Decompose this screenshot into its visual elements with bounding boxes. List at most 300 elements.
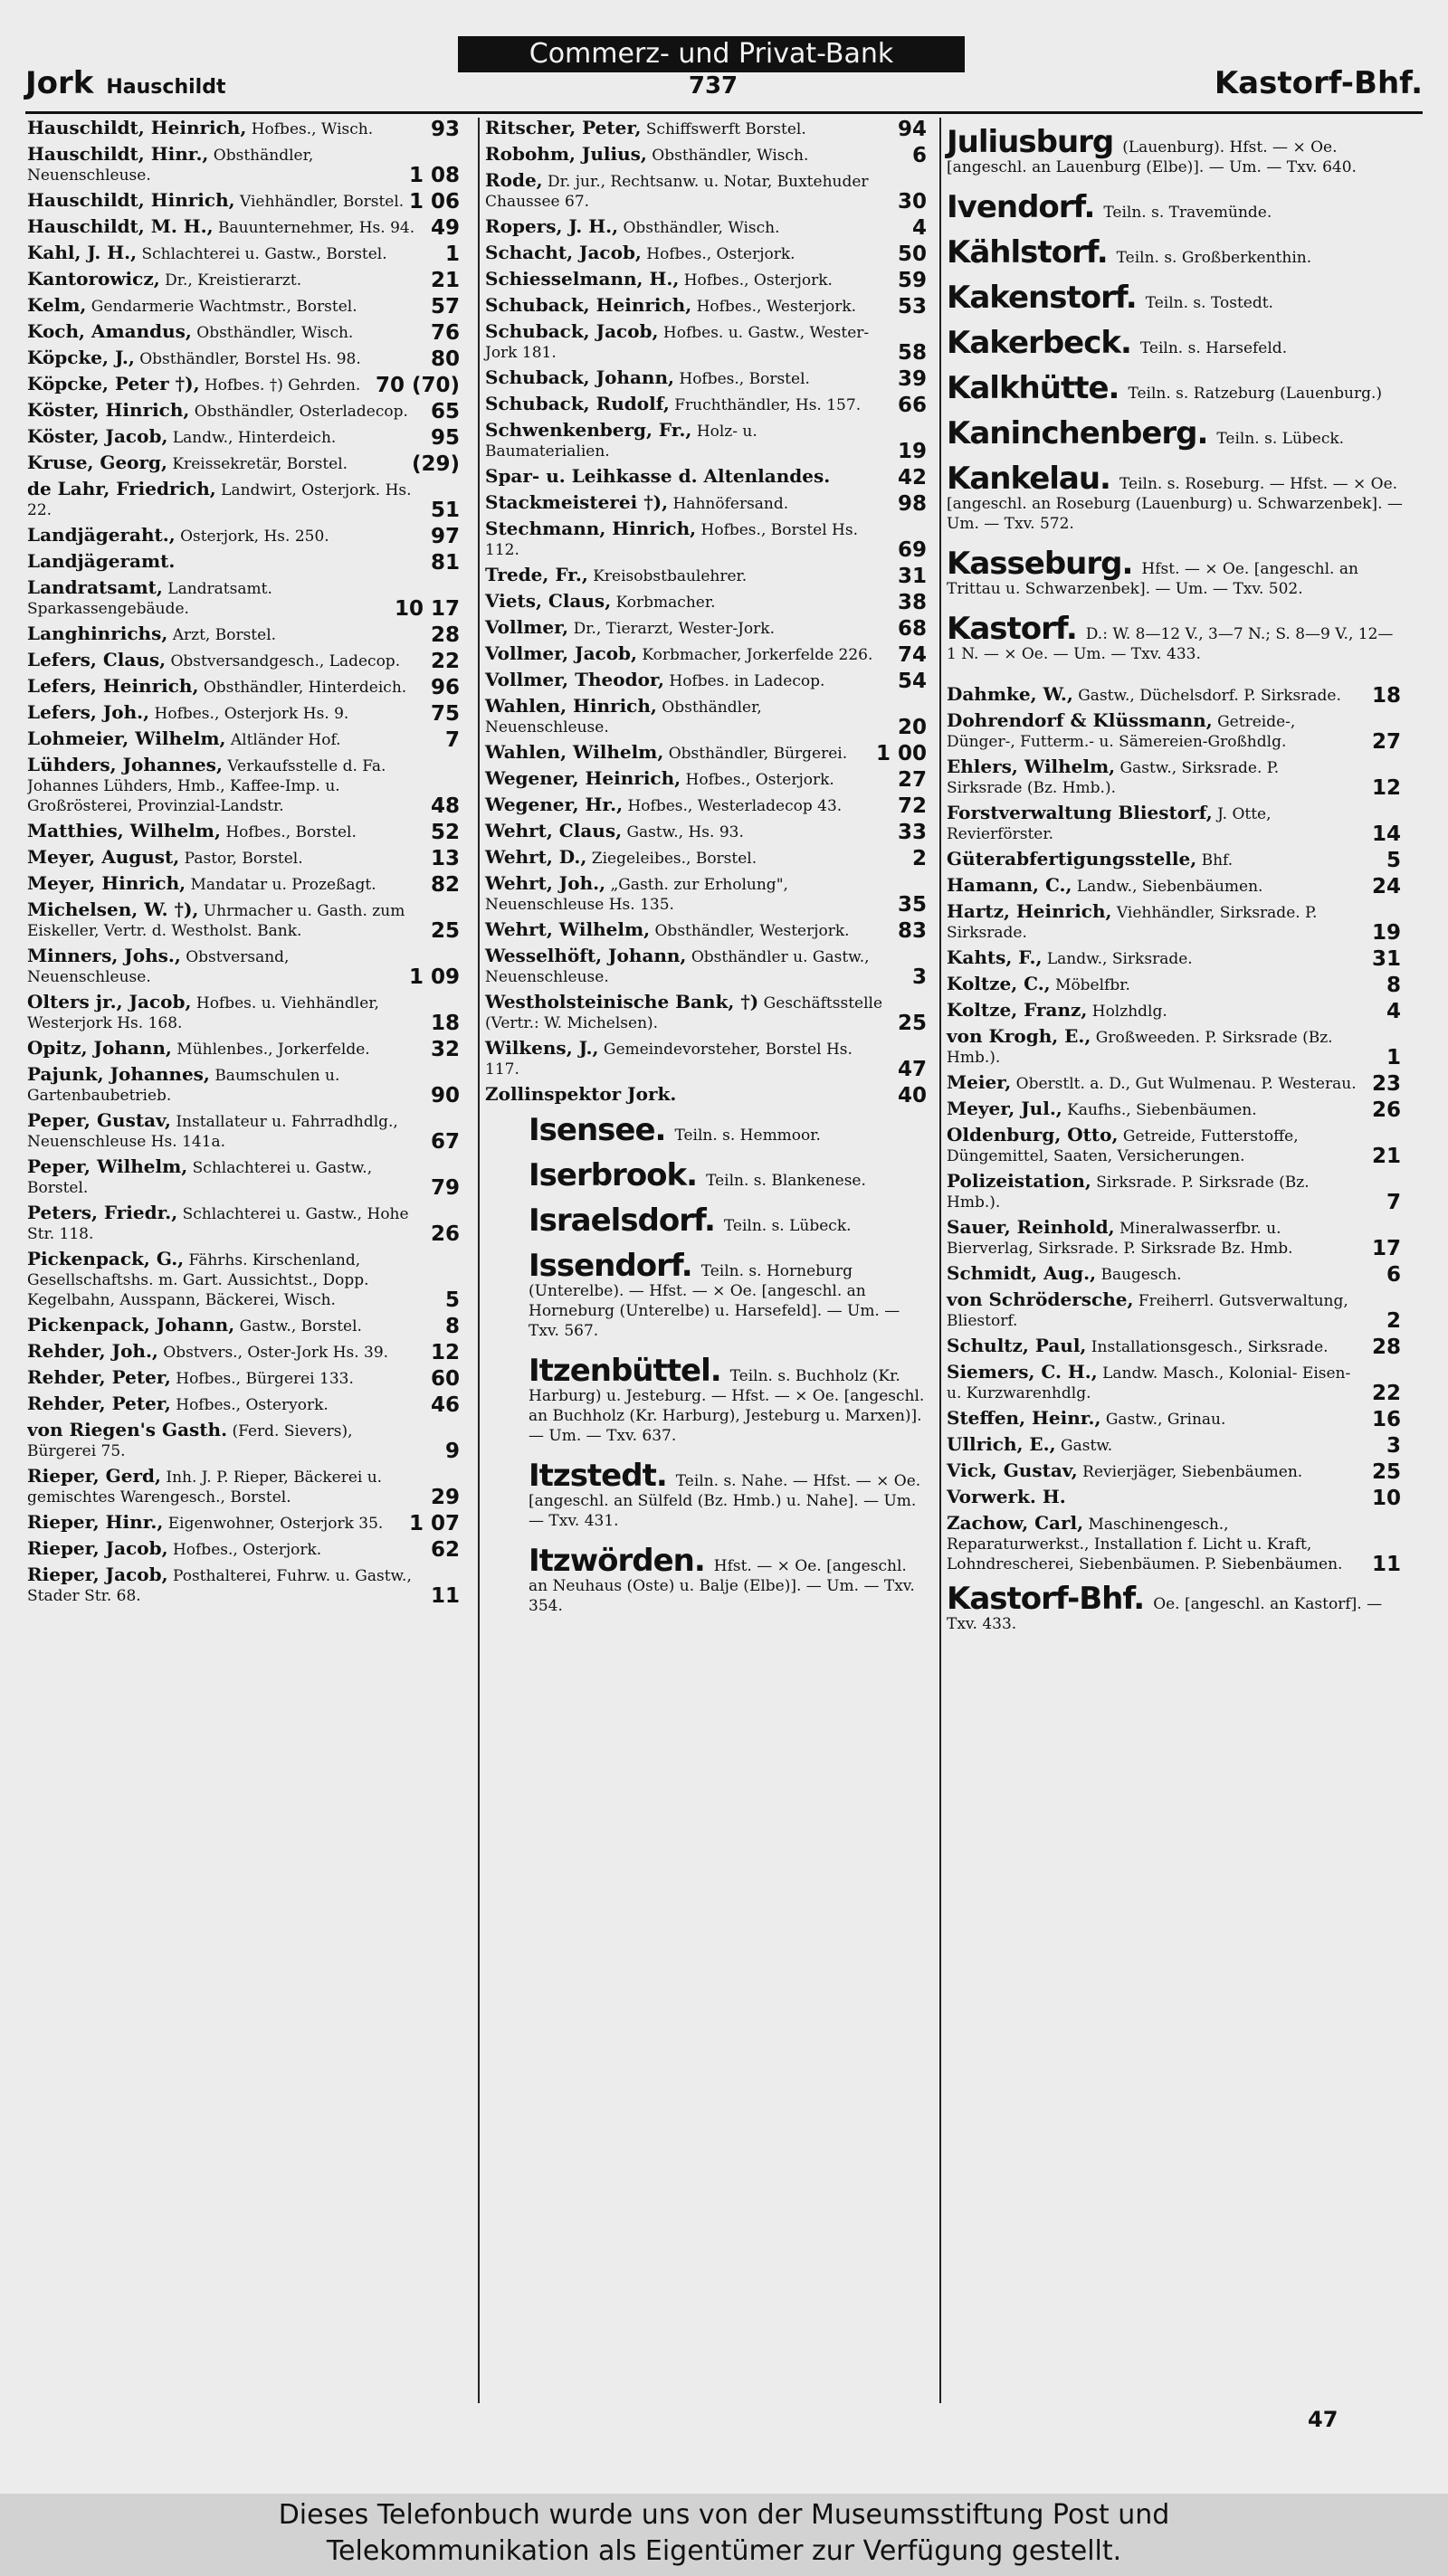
directory-entry [485,420,929,461]
entry-details: J. Otte, Revierförster. [947,805,1272,843]
entry-name: Meyer, Jul., [947,1098,1062,1119]
column-1 [27,118,462,2403]
entry-details: Gastw., Borstel. [239,1317,362,1336]
entry-name: Opitz, Johann, [27,1037,172,1059]
entry-details: Obsthändler u. Gastw., Neuenschleuse. [485,948,870,986]
entry-name: Rieper, Jacob, [27,1564,168,1585]
directory-entry [485,295,929,317]
entry-phone-number: 31 [897,565,927,588]
entry-details: Viehhändler, Borstel. [239,193,405,211]
place-details: Teiln. s. Horneburg (Unterelbe). — Hfst. — × Oe. [angeschl. an Horneburg (Unterelbe) u. Harsefeld]. — Um. — Txv. 567. [529,1262,900,1340]
place-name: Isensee. [529,1112,666,1148]
place-name: Kaninchenberg. [947,415,1208,452]
directory-entry [485,794,929,816]
page-number: 737 [688,72,738,100]
entry-details: Osterjork, Hs. 250. [180,528,329,546]
entry-details: Verkaufsstelle d. Fa. Johannes Lühders, Hmb., Kaffee-Imp. u. Großrösterei, Provinzial-Landstr. [27,757,386,815]
entry-name: Sauer, Reinhold, [947,1216,1115,1238]
page-header [25,27,1423,109]
directory-entry [485,873,929,915]
directory-entry [947,1000,1403,1022]
entry-phone-number: 48 [430,794,460,818]
entry-phone-number: 97 [430,525,460,548]
entry-details: Hofbes., Osterjork. [683,271,833,290]
directory-entry [27,269,462,290]
entry-phone-number: 76 [430,321,460,345]
entry-name: Schwenkenberg, Fr., [485,419,692,441]
directory-entry [485,1038,929,1079]
entry-details: Getreide, Futterstoffe, Düngemittel, Saaten, Versicherungen. [947,1127,1299,1165]
entry-name: Schmidt, Aug., [947,1262,1097,1284]
directory-entry [947,756,1403,798]
place-name: Kalkhütte. [947,370,1119,406]
directory-entry [27,676,462,698]
entry-name: Siemers, C. H., [947,1361,1098,1383]
entry-name: Meier, [947,1071,1012,1093]
entry-name: Rehder, Peter, [27,1393,171,1414]
entry-name: von Schrödersche, [947,1288,1134,1310]
entry-name: Hamann, C., [947,874,1072,896]
entry-name: Güterabfertigungsstelle, [947,848,1197,870]
entry-name: Vick, Gustav, [947,1459,1078,1481]
entry-details: Gastw., Grinau. [1105,1411,1226,1429]
place-details: (Lauenburg). Hfst. — × Oe. [angeschl. an Lauenburg (Elbe)]. — Um. — Txv. 640. [947,138,1357,176]
directory-entry [947,1434,1403,1456]
entry-name: Vollmer, Jacob, [485,642,637,664]
entry-name: Vollmer, [485,616,569,638]
directory-entry [485,269,929,290]
entry-phone-number: 4 [1386,1000,1401,1023]
column-2-places [485,1112,929,1616]
place-name: Itzenbüttel. [529,1353,721,1389]
entry-details: Hofbes. u. Gastw., Wester-Jork 181. [485,324,870,362]
place-details: Teiln. s. Nahe. — Hfst. — × Oe. [angeschl. an Sülfeld (Bz. Hmb.) u. Nahe]. — Um. — Txv. 431. [529,1472,921,1530]
directory-entry [947,1125,1403,1166]
entry-name: Köpcke, Peter †), [27,373,200,394]
directory-entry [947,901,1403,943]
entry-details: Arzt, Borstel. [172,626,277,644]
place-heading [947,325,1403,361]
directory-entry [485,492,929,514]
place-details: Teiln. s. Tostedt. [1145,294,1273,312]
place-name: Ivendorf. [947,189,1095,225]
entry-phone-number: 75 [430,702,460,726]
header-place-right: Kastorf-Bhf. [1214,65,1423,101]
directory-entry [27,821,462,842]
entry-phone-number: 12 [430,1341,460,1364]
entry-phone-number: 30 [897,190,927,214]
entry-details: Obstvers., Oster-Jork Hs. 39. [163,1344,389,1362]
entry-phone-number: 96 [430,676,460,699]
entry-details: Eigenwohner, Osterjork 35. [167,1515,384,1533]
directory-entry [485,591,929,613]
entry-phone-number: 18 [1371,684,1401,708]
place-heading [947,370,1403,406]
entry-details: Mandatar u. Prozeßagt. [190,876,376,894]
entry-name: Steffen, Heinr., [947,1407,1101,1429]
entry-phone-number: 1 08 [408,164,460,187]
entry-details: Hofbes. †) Gehrden. [204,376,361,394]
entry-name: Olters jr., Jacob, [27,991,192,1012]
entry-phone-number: 40 [897,1084,927,1107]
directory-entry [947,1362,1403,1403]
place-details: Teiln. s. Lübeck. [723,1217,852,1235]
entry-name: Zollinspektor Jork. [485,1083,677,1105]
directory-entry [947,1171,1403,1212]
directory-entry [27,400,462,422]
entry-phone-number: 8 [444,1315,460,1338]
directory-entry [947,684,1403,706]
entry-name: Meyer, Hinrich, [27,872,186,894]
directory-entry [27,992,462,1033]
entry-phone-number: 6 [911,144,927,167]
place-details: Teiln. s. Blankenese. [706,1172,866,1190]
entry-phone-number: 58 [897,341,927,365]
entry-details: Hofbes., Osterjork. [685,771,834,789]
directory-entry [27,946,462,987]
entry-phone-number: 47 [897,1058,927,1081]
entry-details: Installateur u. Fahrradhdlg., Neuenschleuse Hs. 141a. [27,1113,398,1151]
entry-name: Schacht, Jacob, [485,242,642,263]
entry-name: Dahmke, W., [947,683,1073,705]
directory-entry [27,1038,462,1060]
entry-name: Matthies, Wilhelm, [27,820,221,841]
entry-phone-number: 26 [1371,1098,1401,1122]
directory-entry [27,1249,462,1310]
entry-phone-number: 2 [911,847,927,870]
entry-name: Kruse, Georg, [27,452,167,473]
entry-details: Oberstlt. a. D., Gut Wulmenau. P. Westerau. [1015,1075,1357,1093]
place-heading: Kastorf-Bhf. Oe. [angeschl. an Kastorf]. — Txv. 433. [947,1581,1383,1633]
place-name: Kasseburg. [947,546,1133,582]
entry-name: Rieper, Gerd, [27,1465,161,1487]
directory-entry [27,1367,462,1389]
place-heading [485,1157,929,1193]
entry-phone-number: 26 [430,1222,460,1246]
directory-entry [947,1072,1403,1094]
entry-phone-number: 49 [430,216,460,240]
entry-phone-number: 21 [1371,1145,1401,1168]
entry-phone-number: 82 [430,873,460,897]
entry-name: Forstverwaltung Bliestorf, [947,802,1213,823]
entry-phone-number: 42 [897,466,927,490]
entry-details: Obsthändler, Borstel Hs. 98. [139,350,361,368]
entry-name: Ritscher, Peter, [485,118,642,138]
entry-name: Wegener, Hr., [485,794,624,815]
directory-entry [485,847,929,869]
entry-phone-number: 69 [897,538,927,562]
directory-entry [947,710,1403,752]
entry-details: Obsthändler, Westerjork. [654,922,850,940]
place-details: Teiln. s. Buchholz (Kr. Harburg) u. Jesteburg. — Hfst. — × Oe. [angeschl. an Buchholz (Kr. Harburg), Jesteburg u. Marxen)]. — Um. — Txv. 637. [529,1367,925,1445]
place-heading [947,611,1403,664]
entry-phone-number: 74 [897,643,927,667]
entry-details: Bhf. [1201,851,1234,870]
entry-details: Hofbes., Osterjork Hs. 9. [154,705,349,723]
directory-entry [947,1336,1403,1357]
directory-entry [947,1289,1403,1331]
directory-entry [27,144,462,185]
place-details: Hfst. — × Oe. [angeschl. an Neuhaus (Oste) u. Balje (Elbe)]. — Um. — Txv. 354. [529,1557,915,1615]
directory-entry [485,466,929,488]
directory-entry [27,1315,462,1336]
entry-phone-number: 2 [1386,1309,1401,1333]
entry-phone-number: 57 [430,295,460,318]
entry-name: Rehder, Peter, [27,1366,171,1388]
entry-phone-number: 6 [1386,1263,1401,1287]
entry-name: Westholsteinische Bank, †) [485,991,759,1012]
place-heading [947,124,1403,177]
entry-phone-number: 10 17 [394,597,460,621]
place-name: Kankelau. [947,461,1110,497]
directory-entry [27,577,462,619]
directory-entry [485,394,929,415]
directory-entry [27,873,462,895]
directory-entry [27,1564,462,1606]
place-heading [947,189,1403,225]
entry-name: Hauschildt, Hinr., [27,143,209,165]
place-name: Kastorf. [947,611,1077,647]
entry-details: Obsthändler, Wisch. [196,324,354,342]
directory-entry [947,947,1403,969]
entry-phone-number: 1 07 [408,1512,460,1535]
place-name: Issendorf. [529,1248,692,1284]
header-rule [25,111,1423,114]
entry-phone-number: 27 [897,768,927,792]
directory-entry [485,946,929,987]
entry-name: Hauschildt, Heinrich, [27,118,247,138]
entry-name: Lefers, Heinrich, [27,675,199,697]
entry-name: Rieper, Jacob, [27,1537,168,1559]
entry-phone-number: 38 [897,591,927,614]
entry-phone-number: 3 [1386,1434,1401,1458]
place-name: Itzwörden. [529,1543,705,1579]
entry-phone-number: 50 [897,242,927,266]
directory-entry [27,899,462,941]
entry-name: Hartz, Heinrich, [947,900,1112,922]
entry-details: Viehhändler, Sirksrade. P. Sirksrade. [947,904,1318,942]
entry-phone-number: 54 [897,670,927,693]
entry-details: Hofbes., Osteryork. [176,1396,329,1414]
entry-phone-number: 39 [897,367,927,391]
entry-name: Pickenpack, G., [27,1248,185,1269]
place-name: Kakenstorf. [947,280,1137,316]
entry-phone-number: 18 [430,1012,460,1035]
entry-details: Geschäftsstelle (Vertr.: W. Michelsen). [485,994,883,1032]
directory-entry [485,992,929,1033]
entry-details: Hofbes., Osterjork. [172,1541,322,1559]
entry-details: Pastor, Borstel. [184,850,303,868]
entry-phone-number: 5 [444,1288,460,1312]
entry-phone-number: (29) [411,452,460,476]
directory-entry [27,1420,462,1461]
entry-name: Lühders, Johannes, [27,754,223,775]
entry-phone-number: 11 [1371,1553,1401,1576]
entry-phone-number: 32 [430,1038,460,1061]
entry-phone-number: 65 [430,400,460,423]
entry-phone-number: 68 [897,617,927,641]
entry-name: Oldenburg, Otto, [947,1124,1119,1145]
directory-entry [27,525,462,547]
directory-entry [485,367,929,389]
entry-phone-number: 24 [1371,875,1401,898]
entry-details: Revierjäger, Siebenbäumen. [1082,1463,1303,1481]
directory-entry [27,1393,462,1415]
entry-phone-number: 46 [430,1393,460,1417]
entry-name: Schuback, Johann, [485,366,674,388]
place-details: Teiln. s. Travemünde. [1103,204,1272,222]
place-details: Teiln. s. Großberkenthin. [1116,249,1312,267]
entry-name: Lefers, Claus, [27,649,167,670]
directory-entry [485,670,929,691]
entry-phone-number: 4 [911,216,927,240]
entry-phone-number: 90 [430,1084,460,1107]
entry-name: Wehrt, Wilhelm, [485,918,651,940]
footer-line-2: Telekommunikation als Eigentümer zur Verfügung gestellt. [326,2535,1122,2567]
entry-name: Landratsamt, [27,576,163,598]
entry-name: Schultz, Paul, [947,1335,1087,1356]
entry-phone-number: 33 [897,821,927,844]
entry-details: Obstversand, Neuenschleuse. [27,948,290,986]
entry-details: Gendarmerie Wachtmstr., Borstel. [90,298,357,316]
entry-phone-number: 8 [1386,974,1401,997]
directory-entry [947,1263,1403,1285]
directory-entry [27,242,462,264]
entry-name: von Krogh, E., [947,1025,1091,1047]
entry-name: Viets, Claus, [485,590,612,612]
entry-details: Korbmacher, Jorkerfelde 226. [642,646,873,664]
directory-entry [27,479,462,520]
entry-details: Obsthändler, Neuenschleuse. [27,147,314,185]
entry-name: Vorwerk. H. [947,1486,1066,1507]
directory-entry [947,875,1403,897]
directory-entry [27,295,462,317]
entry-details: Sirksrade. P. Sirksrade (Bz. Hmb.). [947,1174,1310,1212]
entry-phone-number: 80 [430,347,460,371]
place-details: Teiln. s. Ratzeburg (Lauenburg.) [1128,385,1383,403]
column-2-entries [485,118,929,1106]
entry-details: Fruchthändler, Hs. 157. [674,396,862,414]
directory-entry [485,242,929,264]
entry-details: (Ferd. Sievers), Bürgerei 75. [27,1422,353,1460]
entry-details: Schiffswerft Borstel. [645,120,806,138]
place-name: Kakerbeck. [947,325,1131,361]
entry-phone-number: 7 [1386,1191,1401,1214]
place-details: Teiln. s. Roseburg. — Hfst. — × Oe. [angeschl. an Roseburg (Lauenburg) u. Schwarzenbek]. — Um. — Txv. 572. [947,475,1403,533]
entry-name: Hauschildt, Hinrich, [27,189,235,211]
entry-name: Wilkens, J., [485,1037,599,1059]
directory-entry [485,768,929,790]
directory-entry [947,974,1403,995]
entry-name: de Lahr, Friedrich, [27,478,216,499]
directory-entry [485,321,929,363]
entry-phone-number: 98 [897,492,927,516]
place-details: D.: W. 8—12 V., 3—7 N.; S. 8—9 V., 12—1 N. — × Oe. — Um. — Txv. 433. [947,625,1394,663]
entry-details: Schlachterei u. Gastw., Hohe Str. 118. [27,1205,409,1243]
place-name: Juliusburg [947,124,1114,160]
directory-entry [27,321,462,343]
directory-entry [27,1156,462,1198]
entry-details: Hofbes., Westerjork. [696,298,857,316]
entry-phone-number: 83 [897,919,927,943]
directory-entry [27,374,462,395]
entry-details: Getreide-, Dünger-, Futterm.- u. Sämereien-Großhdlg. [947,713,1296,751]
entry-phone-number: 62 [430,1538,460,1562]
place-details: Hfst. — × Oe. [angeschl. an Trittau u. Schwarzenbek]. — Um. — Txv. 502. [947,560,1358,598]
entry-name: Dohrendorf & Klüssmann, [947,709,1213,731]
directory-entry [947,1487,1403,1508]
directory-entry [27,1341,462,1363]
entry-phone-number: 12 [1371,776,1401,800]
place-heading [485,1458,929,1531]
place-heading [947,461,1403,534]
entry-phone-number: 53 [897,295,927,318]
directory-entry [27,1202,462,1244]
entry-phone-number: 94 [897,118,927,141]
directory-entry [27,1064,462,1106]
entry-phone-number: 1 [444,242,460,266]
directory-entry [485,742,929,764]
entry-phone-number: 22 [1371,1382,1401,1405]
entry-details: „Gasth. zur Erholung", Neuenschleuse Hs. 135. [485,876,788,914]
entry-details: Inh. J. P. Rieper, Bäckerei u. gemischtes Warengesch., Borstel. [27,1469,383,1507]
entry-phone-number: 1 00 [875,742,927,765]
entry-details: Posthalterei, Fuhrw. u. Gastw., Stader Str. 68. [27,1567,412,1605]
place-heading [485,1202,929,1239]
directory-entry [27,623,462,645]
entry-name: Köpcke, J., [27,347,135,368]
entry-phone-number: 21 [430,269,460,292]
place-details: Teiln. s. Harsefeld. [1139,339,1288,357]
entry-details: Gastw. [1061,1437,1113,1455]
directory-entry [947,1460,1403,1482]
entry-details: Hofbes., Osterjork. [646,245,795,263]
entry-name: Schuback, Jacob, [485,320,659,342]
entry-name: von Riegen's Gasth. [27,1419,228,1440]
header-name-left: Hauschildt [106,76,226,99]
entry-phone-number: 19 [1371,921,1401,945]
entry-details: Landw., Sirksrade. [1046,950,1193,968]
directory-entry [947,849,1403,870]
entry-details: Landw. Masch., Kolonial- Eisen- u. Kurzwarenhdlg. [947,1364,1351,1402]
directory-entry [27,755,462,816]
directory-entry [485,696,929,737]
entry-details: Korbmacher. [615,594,716,612]
directory-entry [27,847,462,869]
entry-details: Bauunternehmer, Hs. 94. [218,219,415,237]
entry-details: Baugesch. [1100,1266,1182,1284]
entry-phone-number: 5 [1386,849,1401,872]
entry-details: Baumschulen u. Gartenbaubetrieb. [27,1067,340,1105]
entry-name: Polizeistation, [947,1170,1091,1192]
column-3 [939,118,1403,2403]
entry-details: Ziegeleibes., Borstel. [591,850,757,868]
entry-name: Pickenpack, Johann, [27,1314,235,1336]
entry-details: Hofbes., Borstel Hs. 112. [485,521,859,559]
directory-entry [27,190,462,212]
entry-details: Maschinengesch., Reparaturwerkst., Installation f. Licht u. Kraft, Lohndrescherei, Siebenbäumen. P. Siebenbäumen. [947,1516,1343,1573]
directory-entry [27,426,462,448]
directory-entry [27,1512,462,1534]
entry-details: Gemeindevorsteher, Borstel Hs. 117. [485,1041,853,1079]
entry-name: Wahlen, Hinrich, [485,695,657,717]
entry-phone-number: 27 [1371,730,1401,754]
entry-phone-number: 67 [430,1130,460,1154]
entry-name: Lohmeier, Wilhelm, [27,727,226,749]
entry-details: Gastw., Sirksrade. P. Sirksrade (Bz. Hmb.). [947,759,1280,797]
entry-phone-number: 60 [430,1367,460,1391]
entry-name: Wehrt, D., [485,846,587,868]
